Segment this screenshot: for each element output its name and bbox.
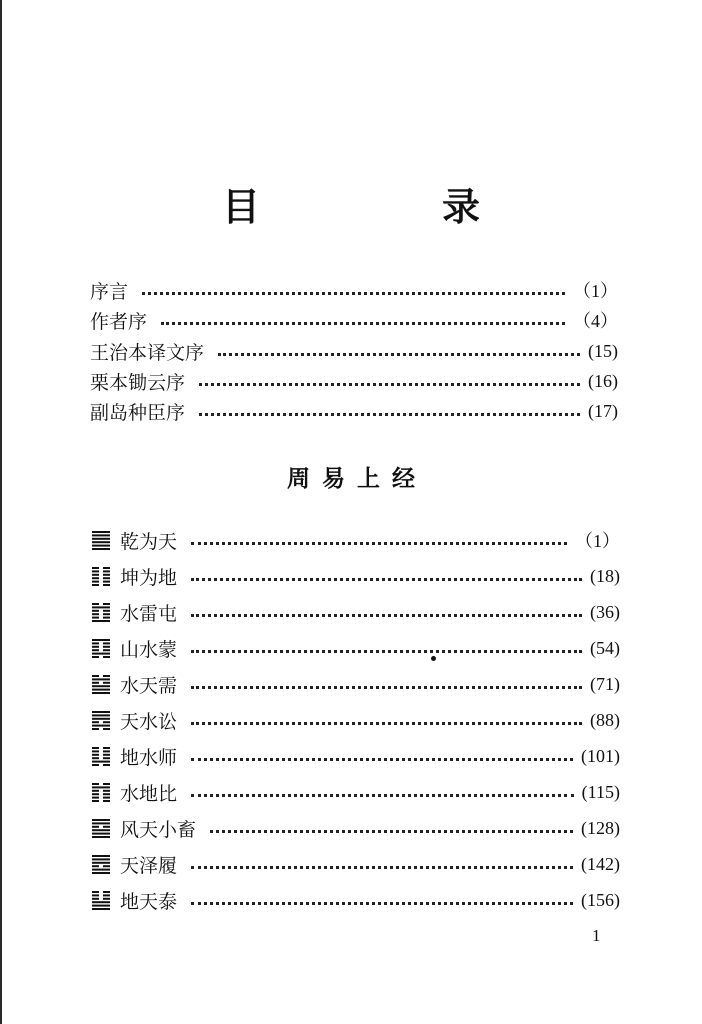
chapter-entry-label: 天泽履 [120,854,178,877]
dot-leader [191,648,582,653]
toc-entry-page: （1） [573,281,618,301]
dot-leader [191,900,573,905]
toc-entry-page: （4） [573,311,618,331]
chapter-entry[interactable] [92,885,620,915]
toc-entry-label: 副岛种臣序 [90,401,186,424]
chapter-entry[interactable] [92,813,620,843]
chapter-entry-label: 水地比 [120,782,178,805]
dot-leader [191,684,582,689]
hexagram-xiaoxu-icon [92,817,110,839]
dot-leader [142,290,565,295]
chapter-entry[interactable] [92,741,620,771]
page-title: 目 录 [221,185,552,229]
page-number: 1 [592,926,601,945]
chapter-entry-page: (71) [590,673,620,694]
chapter-entry[interactable] [92,633,620,663]
hexagram-bi-icon [92,781,110,803]
chapter-entry-page: (36) [590,601,620,622]
chapter-entry-page: (54) [590,637,620,658]
hexagram-lv-icon [92,853,110,875]
chapter-entry-page: (156) [581,889,620,910]
chapter-entry[interactable] [92,705,620,735]
toc-entry[interactable] [90,336,618,366]
chapter-entry-label: 坤为地 [120,566,178,589]
toc-entry-label: 王治本译文序 [90,341,205,364]
hexagram-song-icon [92,709,110,731]
dot-leader [199,411,580,416]
dot-leader [218,351,580,356]
toc-entry-page: (16) [588,370,618,391]
chapter-entry[interactable] [92,849,620,879]
hexagram-kun-icon [92,565,110,587]
chapter-entry-label: 乾为天 [120,530,178,553]
chapter-entry-label: 地天泰 [120,890,178,913]
chapter-entry-page: (115) [581,781,620,802]
dot-leader [191,720,582,725]
hexagram-shi-icon [92,745,110,767]
chapter-entry[interactable] [92,525,620,555]
dot-leader [210,828,573,833]
toc-entry-page: (15) [588,340,618,361]
dot-leader [191,756,573,761]
page-left-edge [0,0,2,1024]
dot-leader [191,540,567,545]
chapter-entry-page: (18) [590,565,620,586]
dot-leader [199,381,580,386]
chapter-entry[interactable] [92,597,620,627]
dot-leader [191,864,573,869]
chapter-entry-page: (101) [581,745,620,766]
chapter-entry-label: 地水师 [120,746,178,769]
chapter-entry-page: (142) [581,853,620,874]
dot-leader [191,576,582,581]
chapter-entry-page: （1） [575,531,620,551]
dot-leader [191,612,582,617]
chapter-entry-page: (128) [581,817,620,838]
dot-leader [161,320,565,325]
chapter-entry[interactable] [92,561,620,591]
chapter-entry[interactable] [92,669,620,699]
chapter-entry-label: 风天小畜 [120,818,197,841]
chapter-entry[interactable] [92,777,620,807]
hexagram-xu-icon [92,673,110,695]
toc-entry-page: (17) [588,400,618,421]
toc-entry[interactable] [90,275,618,305]
toc-entry-label: 序言 [90,280,129,303]
chapter-entry-label: 水雷屯 [120,602,178,625]
toc-entry[interactable] [90,305,618,335]
chapter-entry-label: 山水蒙 [120,638,178,661]
chapter-entry-page: (88) [590,709,620,730]
chapter-entry-label: 天水讼 [120,710,178,733]
stray-dot-mark [431,656,436,661]
hexagram-zhun-icon [92,601,110,623]
toc-entry[interactable] [90,366,618,396]
section-heading: 周易上经 [287,466,427,492]
hexagram-meng-icon [92,637,110,659]
toc-entry-label: 栗本锄云序 [90,371,186,394]
dot-leader [191,792,574,797]
hexagram-tai-icon [92,889,110,911]
toc-entry[interactable] [90,396,618,426]
toc-entry-label: 作者序 [90,310,148,333]
hexagram-qian-icon [92,529,110,551]
chapter-entry-label: 水天需 [120,674,178,697]
